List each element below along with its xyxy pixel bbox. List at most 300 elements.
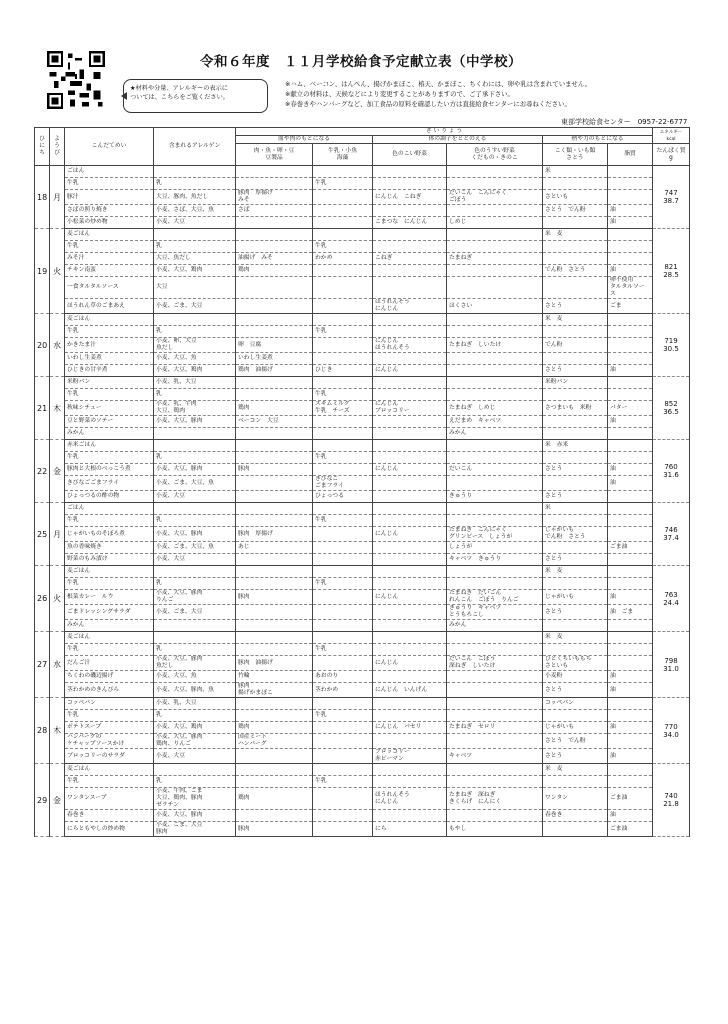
header-group-3: 熱や力のもとになる [543,136,653,144]
light-veg-cell [447,764,543,776]
milk-seaweed-cell [313,464,373,476]
fat-cell [608,377,653,389]
energy-value: 747 [664,189,678,197]
fat-cell [608,241,653,253]
weekday: 火 [50,229,65,314]
fat-cell: 油 [608,683,653,698]
grain-cell: 米 [543,166,608,178]
milk-seaweed-cell: 牛乳 [313,644,373,656]
protein-value: 24.4 [663,598,679,607]
fat-cell [608,734,653,749]
dark-veg-cell [373,578,447,590]
allergen-cell: 小麦、乳、牛肉 大豆、鶏肉 [154,401,236,416]
menu-row [35,353,690,365]
nutrition-cell [653,698,690,764]
header-c4: 色のうすい野菜 くだもの・きのこ [447,144,543,166]
menu-row [35,299,690,314]
milk-seaweed-cell [313,527,373,542]
menu-row [35,365,690,377]
milk-seaweed-cell [313,440,373,452]
protein-value: 37.4 [663,534,679,542]
nutrition-cell [653,566,690,632]
dark-veg-cell [373,440,447,452]
day-number: 18 [35,166,50,229]
grain-cell: コッペパン [543,698,608,710]
menu-name: 牛乳 [65,515,154,527]
meat-fish-cell: さば [236,205,313,217]
fat-cell [608,776,653,788]
grain-cell: 米粉パン [543,377,608,389]
allergen-cell: 小麦、大豆、魚 [154,671,236,683]
fat-cell [608,314,653,326]
grain-cell: 米 麦 [543,229,608,241]
grain-cell [543,178,608,190]
grain-cell: でん粉 [543,338,608,353]
allergen-cell: 乳 [154,389,236,401]
light-veg-cell [447,515,543,527]
grain-cell: 米 赤米 [543,440,608,452]
grain-cell: さとう [543,554,608,566]
allergen-cell: 小麦、大豆、鶏肉 [154,365,236,377]
dark-veg-cell: にんじん こねぎ [373,190,447,205]
milk-seaweed-cell [313,722,373,734]
header-c6: 脂質 [608,144,653,166]
menu-name: 牛乳 [65,776,154,788]
note-1: ※ハム、ベーコン、はんぺん、揚げかまぼこ、椿天、かまぼこ、ちくわには、卵や乳は含まれていません。 [285,80,592,88]
light-veg-cell [447,277,543,299]
grain-cell: ひとくちいももち さといも [543,656,608,671]
meat-fish-cell: 豚肉 油揚げ [236,656,313,671]
allergen-cell: 小麦、ごま、大豆、魚 [154,476,236,491]
light-veg-cell: しょうが [447,542,543,554]
fat-cell: ごま [608,299,653,314]
menu-row [35,722,690,734]
menu-name: 牛乳 [65,710,154,722]
grain-cell: ワンタン [543,788,608,810]
light-veg-cell [447,389,543,401]
header-c5: こく類・いも類 さとう [543,144,608,166]
menu-row [35,698,690,710]
dark-veg-cell [373,764,447,776]
allergen-cell: 乳 [154,241,236,253]
milk-seaweed-cell [313,764,373,776]
header-menu: こんだてめい [65,128,154,166]
note-3: ※春巻きやハンバーグなど、加工食品の原料を確認したい方は直接給食センターにお尋ねください。 [285,100,571,108]
menu-name: 秋味シチュー [65,401,154,416]
allergen-cell: 小麦、大豆、豚肉 鶏肉、りんご [154,734,236,749]
grain-cell: じゃがいも でん粉 さとう [543,527,608,542]
weekday: 金 [50,440,65,503]
meat-fish-cell: 豚肉 揚げかまぼこ [236,683,313,698]
menu-name: 豚肉と大根のべっこう煮 [65,464,154,476]
allergen-cell [154,314,236,326]
menu-row [35,764,690,776]
menu-name: ブロッコリーのサラダ [65,749,154,764]
fat-cell [608,656,653,671]
dark-veg-cell: こねぎ [373,253,447,265]
light-veg-cell [447,365,543,377]
menu-name: ほうれん草のごまあえ [65,299,154,314]
meat-fish-cell: 豚肉 [236,464,313,476]
allergen-cell: 小麦、大豆、鶏肉 [154,722,236,734]
light-veg-cell [447,326,543,338]
light-veg-cell: キャベツ きゅうり [447,554,543,566]
menu-name: 麦ごはん [65,566,154,578]
page-title: 令和６年度 １１月学校給食予定献立表（中学校） [200,54,522,70]
menu-name: かきたま汁 [65,338,154,353]
grain-cell: 春巻き [543,810,608,822]
day-number: 20 [35,314,50,377]
milk-seaweed-cell: 牛乳 [313,578,373,590]
menu-row [35,229,690,241]
meat-fish-cell: あじ [236,542,313,554]
allergen-cell: 大豆 [154,277,236,299]
milk-seaweed-cell [313,166,373,178]
grain-cell: でん粉 さとう [543,265,608,277]
fat-cell: 油 [608,810,653,822]
allergen-cell [154,229,236,241]
dark-veg-cell [373,491,447,503]
grain-cell [543,542,608,554]
allergen-cell [154,440,236,452]
weekday: 水 [50,314,65,377]
fat-cell [608,253,653,265]
light-veg-cell [447,644,543,656]
allergen-cell [154,764,236,776]
light-veg-cell [447,710,543,722]
meat-fish-cell [236,764,313,776]
fat-cell [608,166,653,178]
weekday: 火 [50,566,65,632]
menu-row [35,822,690,837]
menu-name: みそ汁 [65,253,154,265]
menu-row [35,683,690,698]
allergen-cell [154,166,236,178]
menu-name: 魚の香味焼き [65,542,154,554]
menu-name: 牛乳 [65,326,154,338]
allergen-cell: 小麦、ごま、大豆 豚肉 [154,822,236,837]
milk-seaweed-cell: 牛乳 [313,241,373,253]
menu-row [35,515,690,527]
allergen-cell: 乳 [154,578,236,590]
menu-name: 麦ごはん [65,229,154,241]
menu-name: 牛乳 [65,241,154,253]
menu-name: ワンタンスープ [65,788,154,810]
allergen-cell: 乳 [154,515,236,527]
header-c1: 肉・魚・卵・豆 豆製品 [236,144,313,166]
menu-name: 茎わかめのきんぴら [65,683,154,698]
grain-cell: さとう [543,749,608,764]
dark-veg-cell [373,671,447,683]
nutrition-cell [653,632,690,698]
milk-seaweed-cell [313,190,373,205]
dark-veg-cell: にんじん ブロッコリー [373,401,447,416]
allergen-cell: 乳 [154,178,236,190]
light-veg-cell: たまねぎ だいこん れんこん ごぼう りんご [447,590,543,605]
dark-veg-cell: にんじん パセリ [373,722,447,734]
dark-veg-cell: にんじん [373,527,447,542]
dark-veg-cell [373,734,447,749]
milk-seaweed-cell [313,416,373,428]
allergen-cell [154,503,236,515]
menu-row [35,440,690,452]
meat-fish-cell [236,377,313,389]
weekday: 木 [50,377,65,440]
menu-row [35,503,690,515]
grain-cell: さとう [543,605,608,620]
grain-cell [543,710,608,722]
menu-row [35,265,690,277]
meat-fish-cell [236,452,313,464]
grain-cell: さとう [543,365,608,377]
fat-cell: 油 [608,671,653,683]
light-veg-cell [447,776,543,788]
light-veg-cell: みかん [447,620,543,632]
grain-cell [543,452,608,464]
fat-cell [608,503,653,515]
meat-fish-cell: 竹輪 [236,671,313,683]
dark-veg-cell: ほうれんそう にんじん [373,299,447,314]
dark-veg-cell [373,389,447,401]
light-veg-cell [447,683,543,698]
header-group-2: 体の調子をととのえる [373,136,543,144]
allergen-cell: 小麦、大豆 [154,217,236,229]
fat-cell [608,178,653,190]
menu-row [35,620,690,632]
dark-veg-cell [373,277,447,299]
menu-row [35,656,690,671]
energy-value: 798 [664,656,678,665]
light-veg-cell: だいこん ごぼう 深ねぎ しいたけ [447,656,543,671]
milk-seaweed-cell [313,229,373,241]
nutrition-cell [653,229,690,314]
allergen-cell: 乳 [154,326,236,338]
milk-seaweed-cell: あおのり [313,671,373,683]
menu-row [35,190,690,205]
meat-fish-cell [236,314,313,326]
light-veg-cell: きゅうり キャベツ とうもろこし [447,605,543,620]
dark-veg-cell: にんじん [373,656,447,671]
meat-fish-cell [236,503,313,515]
menu-row [35,554,690,566]
energy-value: 746 [664,526,678,534]
fat-cell: 油 [608,265,653,277]
menu-row [35,166,690,178]
dark-veg-cell [373,452,447,464]
grain-cell: さつまいも 米粉 [543,401,608,416]
milk-seaweed-cell [313,605,373,620]
day-number: 22 [35,440,50,503]
fat-cell: 油 [608,749,653,764]
menu-row [35,401,690,416]
grain-cell [543,620,608,632]
meat-fish-cell: 鶏肉 [236,722,313,734]
weekday: 水 [50,632,65,698]
dark-veg-cell: にんじん [373,464,447,476]
milk-seaweed-cell: 牛乳 [313,515,373,527]
nutrition-cell [653,764,690,837]
grain-cell [543,644,608,656]
menu-row [35,452,690,464]
allergen-cell: 小麦、大豆 [154,554,236,566]
menu-name: 米粉パン [65,377,154,389]
grain-cell: さとう [543,491,608,503]
menu-name: 小松菜の炒め物 [65,217,154,229]
allergen-cell [154,428,236,440]
menu-row [35,710,690,722]
grain-cell [543,241,608,253]
light-veg-cell [447,734,543,749]
light-veg-cell [447,377,543,389]
milk-seaweed-cell [313,566,373,578]
protein-value: 28.5 [663,271,679,279]
dark-veg-cell [373,632,447,644]
grain-cell [543,253,608,265]
meat-fish-cell: 鶏肉 [236,265,313,277]
menu-name: 牛乳 [65,178,154,190]
milk-seaweed-cell [313,822,373,837]
milk-seaweed-cell [313,353,373,365]
light-veg-cell [447,476,543,491]
menu-name: 麦ごはん [65,314,154,326]
day-number: 28 [35,698,50,764]
qr-code[interactable] [47,51,105,109]
menu-row [35,464,690,476]
fat-cell [608,326,653,338]
allergen-cell: 小麦、大豆 [154,491,236,503]
menu-name: 牛乳 [65,389,154,401]
menu-name: チキン南蛮 [65,265,154,277]
allergen-cell: 乳 [154,644,236,656]
light-veg-cell [447,566,543,578]
fat-cell: 油 [608,416,653,428]
dark-veg-cell: ほうれんそう にんじん [373,788,447,810]
weekday: 月 [50,503,65,566]
milk-seaweed-cell [313,503,373,515]
meat-fish-cell [236,299,313,314]
energy-value: 740 [664,792,678,800]
grain-cell [543,776,608,788]
meat-fish-cell [236,440,313,452]
dark-veg-cell [373,710,447,722]
menu-row [35,734,690,749]
menu-name: さばの照り焼き [65,205,154,217]
header-protein: たんぱく質 g [653,144,690,166]
dark-veg-cell: にんじん [373,590,447,605]
day-number: 19 [35,229,50,314]
dark-veg-cell: にんじん いんげん [373,683,447,698]
energy-value: 760 [664,463,678,471]
protein-value: 34.0 [663,730,679,739]
allergen-cell: 小麦、大豆、豚肉 りんご [154,590,236,605]
menu-row [35,205,690,217]
menu-name: みかん [65,428,154,440]
menu-row [35,338,690,353]
allergen-cell: 小麦、大豆、魚 [154,353,236,365]
allergen-cell [154,566,236,578]
light-veg-cell: もやし [447,822,543,837]
grain-cell [543,416,608,428]
fat-cell: 油 [608,590,653,605]
fat-cell [608,527,653,542]
fat-cell [608,491,653,503]
dark-veg-cell [373,810,447,822]
menu-row [35,428,690,440]
weekday: 月 [50,166,65,229]
allergen-cell: 小麦、牛肉、ごま 大豆、鶏肉、豚肉 ゼラチン [154,788,236,810]
light-veg-cell: みかん [447,428,543,440]
milk-seaweed-cell [313,554,373,566]
light-veg-cell [447,440,543,452]
meat-fish-cell [236,810,313,822]
menu-name: にらともやしの炒め物 [65,822,154,837]
fat-cell: 油 [608,722,653,734]
protein-value: 38.7 [663,197,679,205]
fat-cell: 油 ごま [608,605,653,620]
fat-cell [608,389,653,401]
fat-cell: ごま油 [608,542,653,554]
allergen-cell: 大豆、魚だし [154,253,236,265]
menu-row [35,644,690,656]
day-number: 21 [35,377,50,440]
meat-fish-cell: いわし生姜煮 [236,353,313,365]
day-number: 25 [35,503,50,566]
menu-name: ひじきの甘辛煮 [65,365,154,377]
light-veg-cell: えだまめ キャベツ [447,416,543,428]
protein-value: 30.5 [663,345,679,353]
milk-seaweed-cell [313,656,373,671]
grain-cell [543,326,608,338]
allergen-cell: 大豆、豚肉、魚だし [154,190,236,205]
day-number: 29 [35,764,50,837]
light-veg-cell: だいこん こんにゃく ごぼう [447,190,543,205]
menu-row [35,788,690,810]
meat-fish-cell: 豚肉 厚揚げ みそ [236,190,313,205]
milk-seaweed-cell [313,810,373,822]
allergen-cell [154,632,236,644]
menu-name: 根菜カレー ルウ [65,590,154,605]
menu-row [35,314,690,326]
meat-fish-cell [236,749,313,764]
menu-row [35,749,690,764]
fat-cell [608,353,653,365]
menu-name: ごはん [65,503,154,515]
dark-veg-cell [373,178,447,190]
menu-row [35,671,690,683]
grain-cell [543,476,608,491]
light-veg-cell: だいこん [447,464,543,476]
allergen-cell: 小麦、大豆、豚肉 魚だし [154,656,236,671]
light-veg-cell: たまねぎ [447,253,543,265]
light-veg-cell [447,314,543,326]
menu-row [35,217,690,229]
energy-value: 770 [664,722,678,731]
light-veg-cell [447,353,543,365]
meat-fish-cell [236,476,313,491]
grain-cell [543,277,608,299]
grain-cell: 米 麦 [543,314,608,326]
milk-seaweed-cell [313,788,373,810]
meat-fish-cell [236,632,313,644]
fat-cell: バター [608,401,653,416]
day-number: 27 [35,632,50,698]
milk-seaweed-cell [313,734,373,749]
dark-veg-cell [373,698,447,710]
menu-name: 豆と野菜のソテー [65,416,154,428]
milk-seaweed-cell [313,377,373,389]
allergen-cell: 小麦、大豆、豚肉 [154,810,236,822]
grain-cell: 小麦粉 [543,671,608,683]
